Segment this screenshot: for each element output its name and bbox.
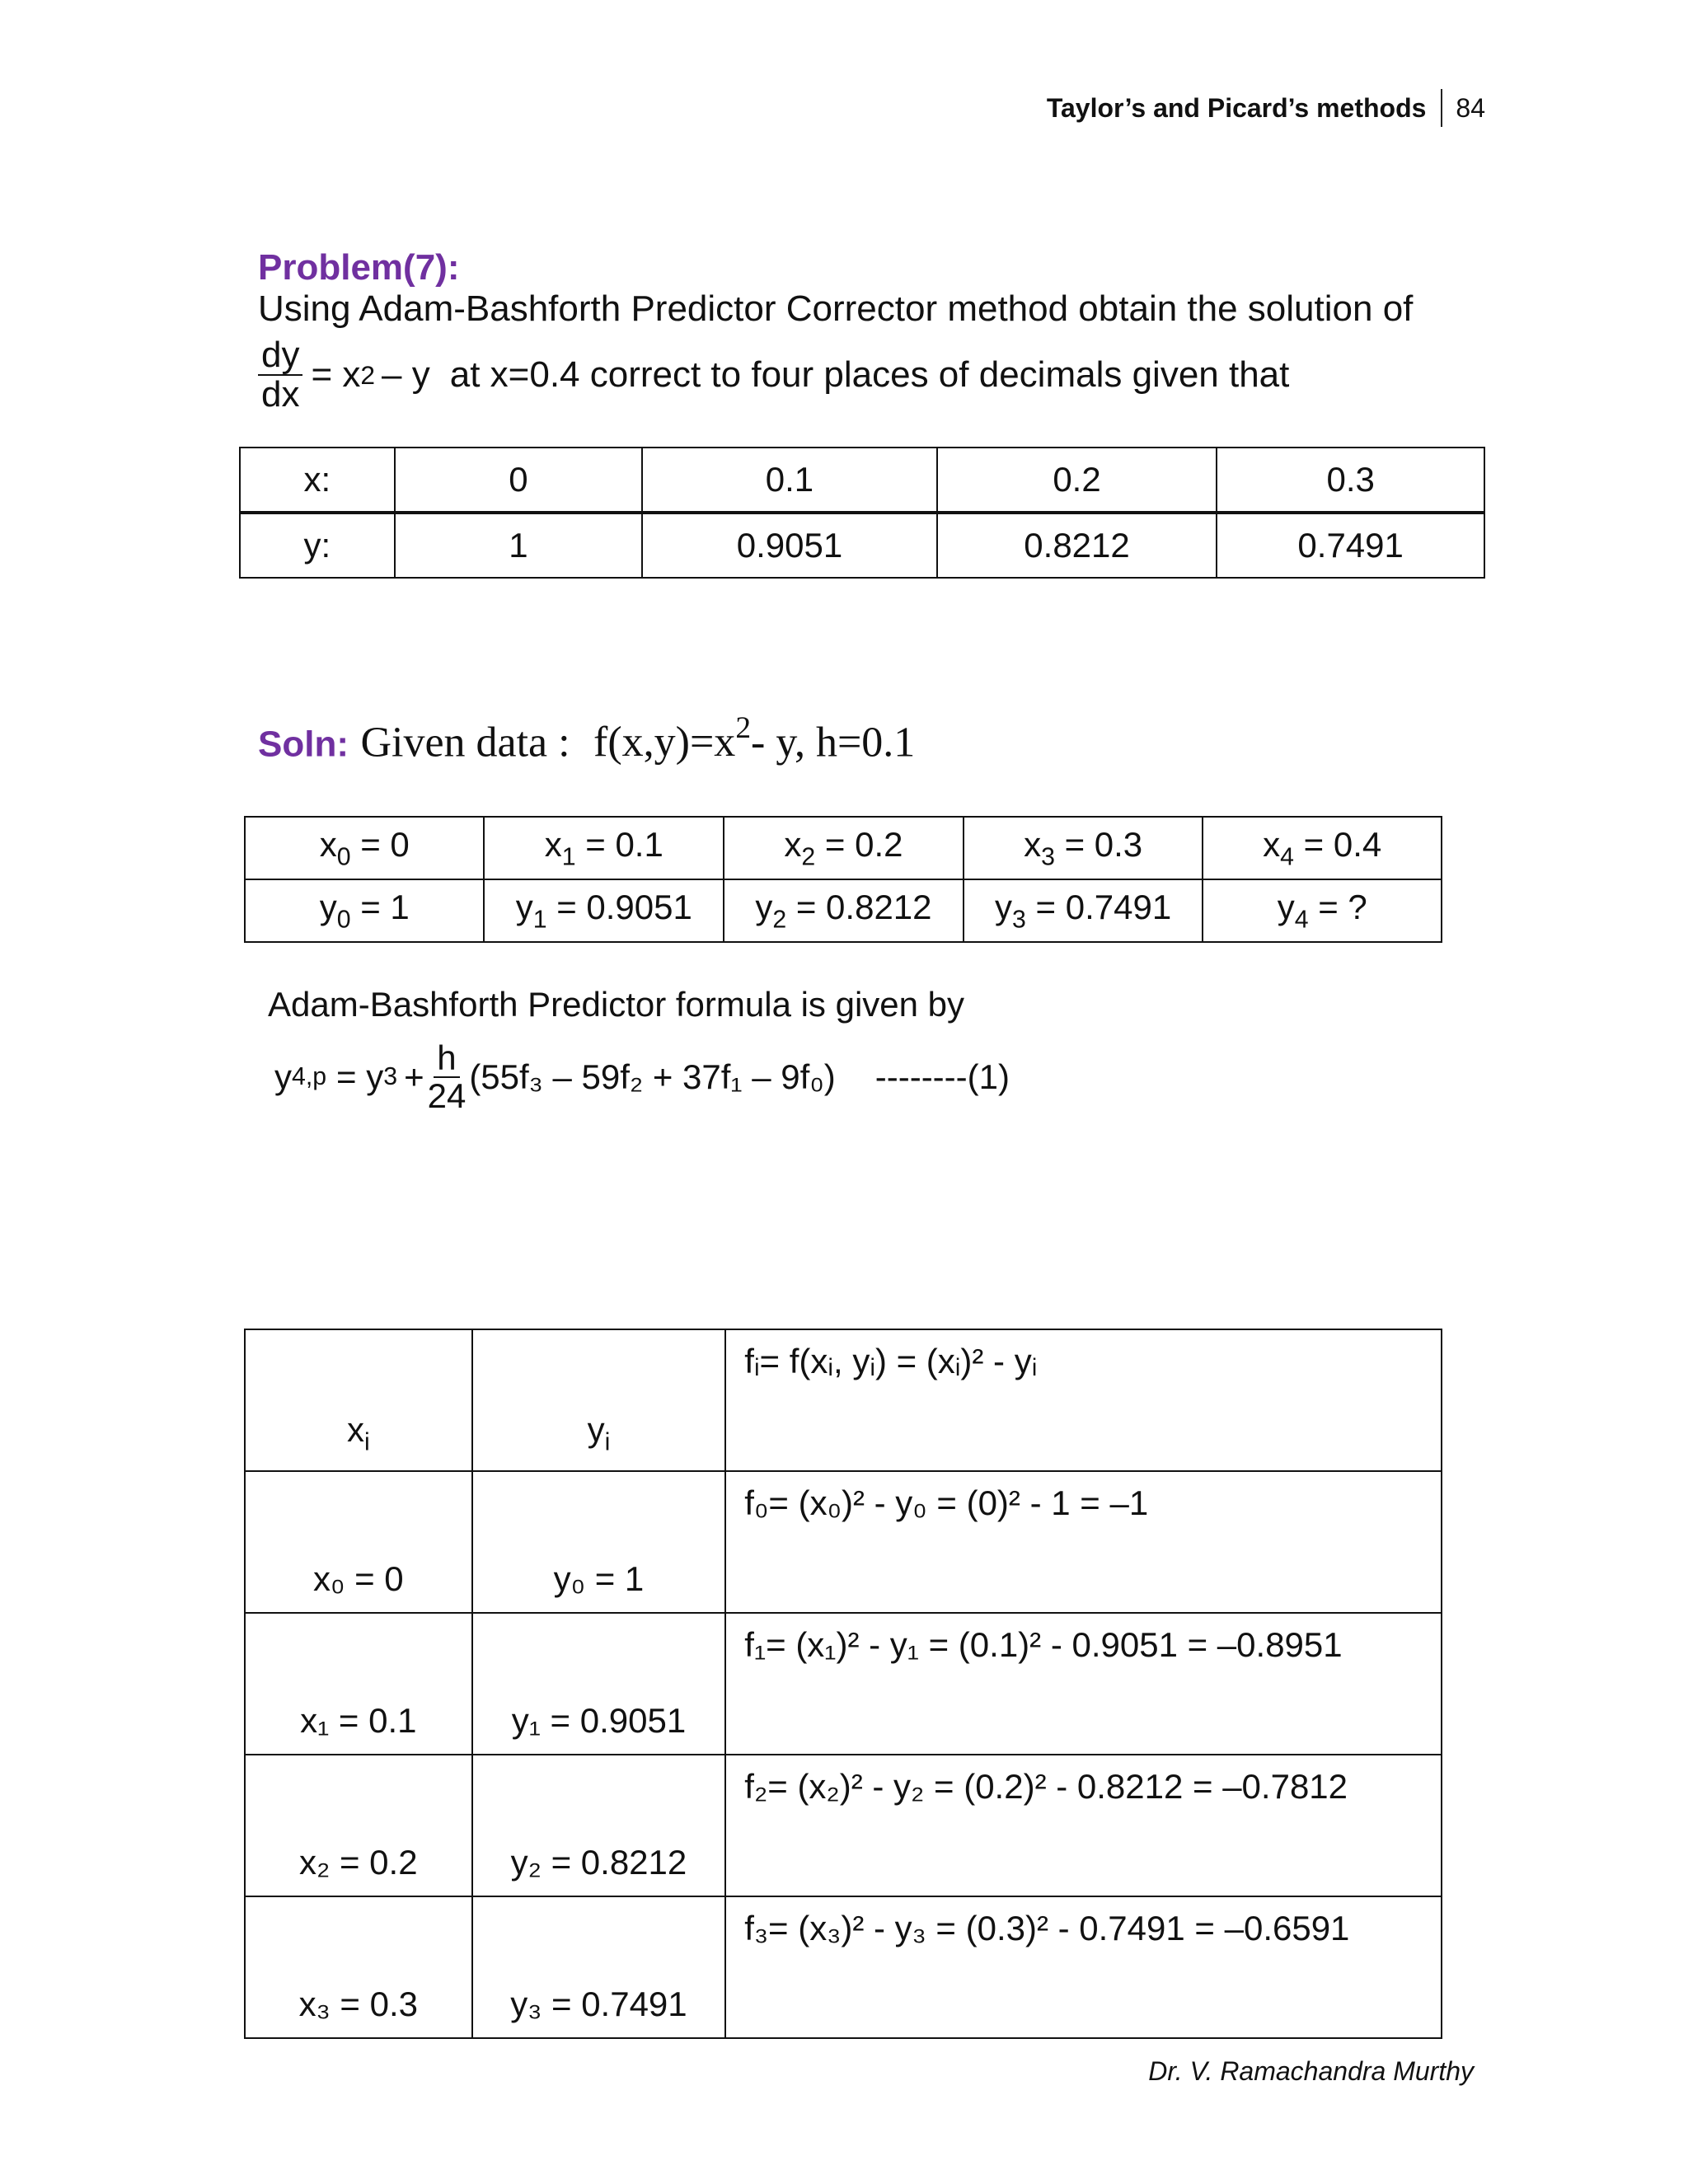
table-cell: y₂ = 0.8212 bbox=[472, 1755, 726, 1896]
table-row bbox=[245, 1613, 1442, 1755]
table-cell: f₃= (x₃)² - y₃ = (0.3)² - 0.7491 = –0.6591 bbox=[725, 1896, 1442, 2038]
table-cell: $x_2 = 0.2$ bbox=[724, 817, 964, 879]
table-cell: $x_1 = 0.1$ bbox=[484, 817, 724, 879]
table-row bbox=[240, 448, 1484, 513]
function-definition: f(x,y)=x bbox=[593, 719, 736, 766]
problem-text: Using Adam-Bashforth Predictor Corrector method obtain the solution of bbox=[258, 288, 1414, 329]
problem-condition: at x=0.4 correct to four places of decimals given that bbox=[449, 354, 1290, 396]
formula-lhs-sub: 4,p bbox=[292, 1063, 327, 1091]
formula-body: (55f₃ – 59f₂ + 37f₁ – 9f₀) bbox=[469, 1057, 836, 1097]
table-row bbox=[245, 817, 1442, 879]
function-tail: - y, h=0.1 bbox=[751, 719, 916, 766]
table-cell: f₂= (x₂)² - y₂ = (0.2)² - 0.8212 = –0.7812 bbox=[725, 1755, 1442, 1896]
table-cell: x₂ = 0.2 bbox=[245, 1755, 472, 1896]
table-row bbox=[245, 879, 1442, 942]
table-cell: $x_4 = 0.4$ bbox=[1203, 817, 1442, 879]
table-cell: 0.3 bbox=[1217, 448, 1484, 513]
predictor-title: Adam-Bashforth Predictor formula is given by bbox=[268, 985, 965, 1024]
formula-eq: = y bbox=[336, 1057, 384, 1097]
page-number: 84 bbox=[1456, 92, 1485, 123]
table-cell: $y_2 = 0.8212$ bbox=[724, 879, 964, 942]
header-yi: $y_i$ bbox=[472, 1329, 726, 1471]
table-cell: $x_0 = 0$ bbox=[245, 817, 484, 879]
function-exponent: 2 bbox=[735, 711, 752, 745]
formula-fraction bbox=[428, 1040, 467, 1114]
table-cell: 0 bbox=[395, 448, 642, 513]
table-cell: 0.7491 bbox=[1217, 513, 1484, 578]
table-cell: f₁= (x₁)² - y₁ = (0.1)² - 0.9051 = –0.8951 bbox=[725, 1613, 1442, 1755]
function-values-table bbox=[244, 1329, 1442, 2039]
table-cell: x₃ = 0.3 bbox=[245, 1896, 472, 2038]
table-cell: $y_0 = 1$ bbox=[245, 879, 484, 942]
table-row bbox=[245, 1755, 1442, 1896]
data-table bbox=[244, 816, 1442, 943]
equation-tail: – y bbox=[382, 354, 430, 396]
problem-title: Problem(7): bbox=[258, 247, 460, 288]
predictor-formula bbox=[274, 1040, 1010, 1114]
table-cell: $y_3 = 0.7491$ bbox=[964, 879, 1203, 942]
table-cell: x: bbox=[240, 448, 395, 513]
derivative-denominator: dx bbox=[261, 374, 300, 415]
table-row bbox=[245, 1471, 1442, 1613]
table-cell: y₁ = 0.9051 bbox=[472, 1613, 726, 1755]
table-cell: 0.2 bbox=[937, 448, 1217, 513]
table-cell: f₀= (x₀)² - y₀ = (0)² - 1 = –1 bbox=[725, 1471, 1442, 1613]
table-cell: y: bbox=[240, 513, 395, 578]
table-cell: y₀ = 1 bbox=[472, 1471, 726, 1613]
table-cell: 0.1 bbox=[642, 448, 937, 513]
table-cell: 1 bbox=[395, 513, 642, 578]
footer-author: Dr. V. Ramachandra Murthy bbox=[1148, 2056, 1474, 2086]
fraction-denominator: 24 bbox=[427, 1076, 467, 1116]
table-cell: $y_1 = 0.9051$ bbox=[484, 879, 724, 942]
derivative-numerator: dy bbox=[258, 336, 302, 376]
formula-reference: --------(1) bbox=[874, 1057, 1010, 1097]
table-cell: x₀ = 0 bbox=[245, 1471, 472, 1613]
table-row bbox=[240, 513, 1484, 578]
table-cell: $x_3 = 0.3$ bbox=[964, 817, 1203, 879]
table-cell: 0.9051 bbox=[642, 513, 937, 578]
problem-statement bbox=[258, 288, 1413, 414]
table-row bbox=[245, 1896, 1442, 2038]
solution-label: Soln: bbox=[258, 724, 349, 765]
header-fi: fᵢ= f(xᵢ, yᵢ) = (xᵢ)² - yᵢ bbox=[725, 1329, 1442, 1471]
page-header bbox=[1047, 89, 1485, 127]
equation-exponent: 2 bbox=[360, 359, 376, 390]
header-xi: $x_i$ bbox=[245, 1329, 472, 1471]
table-cell: 0.8212 bbox=[937, 513, 1217, 578]
table-cell: x₁ = 0.1 bbox=[245, 1613, 472, 1755]
derivative-fraction bbox=[258, 336, 302, 414]
equation-rhs: = x bbox=[311, 354, 361, 396]
solution-line bbox=[258, 710, 915, 766]
problem-equation bbox=[258, 336, 1413, 414]
fraction-numerator: h bbox=[434, 1040, 459, 1078]
table-cell: $y_4$ = ? bbox=[1203, 879, 1442, 942]
table-header-row bbox=[245, 1329, 1442, 1471]
formula-plus: + bbox=[404, 1057, 424, 1097]
header-divider bbox=[1441, 89, 1442, 127]
given-values-table bbox=[239, 447, 1485, 579]
given-data-label: Given data : bbox=[360, 719, 570, 766]
chapter-title: Taylor’s and Picard’s methods bbox=[1046, 92, 1427, 123]
formula-lhs: y bbox=[274, 1057, 292, 1097]
table-cell: y₃ = 0.7491 bbox=[472, 1896, 726, 2038]
formula-eq-sub: 3 bbox=[383, 1063, 398, 1091]
